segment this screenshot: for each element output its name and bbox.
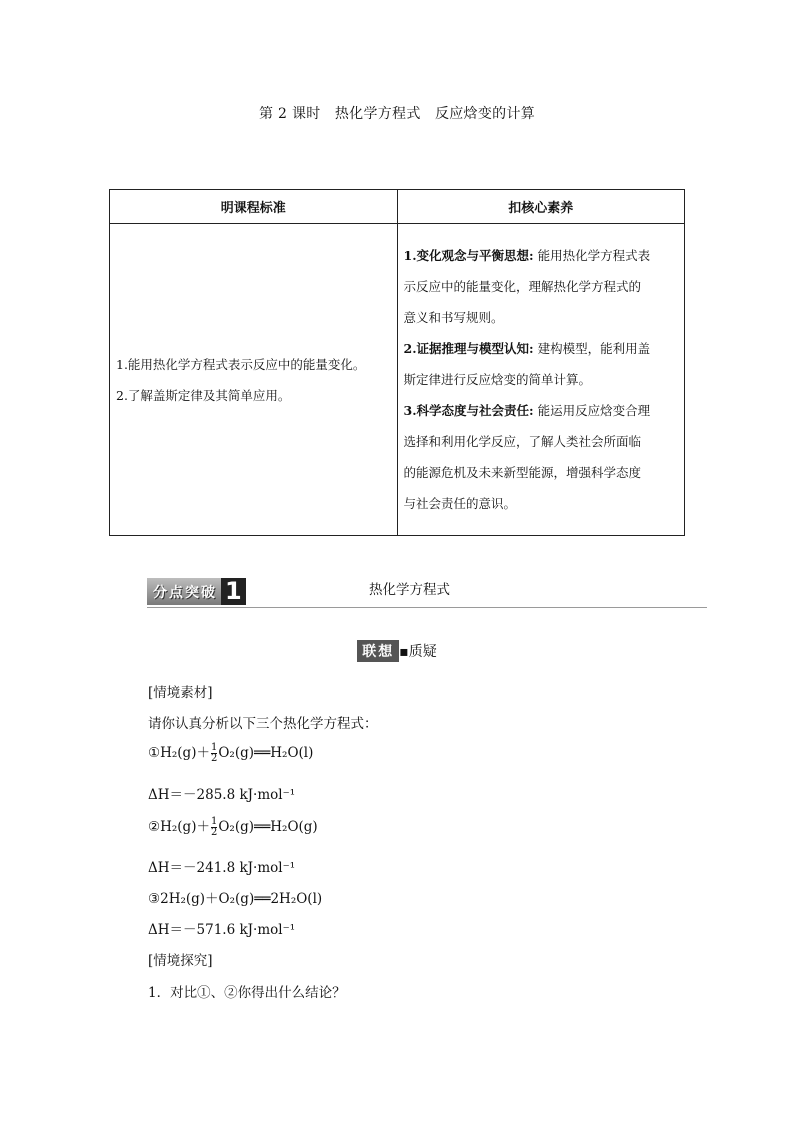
section-banner <box>147 578 707 608</box>
equation-2: ②H₂(g)＋ $\frac{1}{2}$ O₂(g)══H₂O(g) <box>148 816 318 838</box>
literacy-line: 1.变化观念与平衡思想: 能用热化学方程式表 <box>403 248 651 263</box>
section-badge-number: 1 <box>221 578 246 605</box>
section-badge-text: 分点突破 <box>153 584 217 601</box>
fraction-half: $\frac{1}{2}$ <box>210 816 218 838</box>
lianxiang-box: 联想 <box>357 640 399 662</box>
delta-h-3: ΔH＝－571.6 kJ·mol⁻¹ <box>148 922 296 938</box>
header-core-literacy: 扣核心素养 <box>397 190 685 224</box>
lianxiang-rest: ▪质疑 <box>399 644 437 660</box>
explore-heading: [情境探究] <box>148 953 213 969</box>
equation-1: ①H₂(g)＋ $\frac{1}{2}$ O₂(g)══H₂O(l) <box>148 742 314 764</box>
literacy-line: 示反应中的能量变化，理解热化学方程式的 <box>403 279 642 294</box>
standard-line: 1.能用热化学方程式表示反应中的能量变化。 <box>116 356 366 372</box>
material-heading: [情境素材] <box>148 685 213 701</box>
literacy-line: 斯定律进行反应焓变的简单计算。 <box>403 372 592 387</box>
literacy-line: 选择和利用化学反应，了解人类社会所面临 <box>403 434 642 449</box>
delta-h-1: ΔH＝－285.8 kJ·mol⁻¹ <box>148 787 296 803</box>
header-curriculum-standard: 明课程标准 <box>110 190 398 224</box>
literacy-line: 与社会责任的意识。 <box>403 496 517 511</box>
literacy-line: 2.证据推理与模型认知: 建构模型，能利用盖 <box>403 341 651 356</box>
core-literacy-cell <box>397 224 685 536</box>
delta-h-2: ΔH＝－241.8 kJ·mol⁻¹ <box>148 860 296 876</box>
literacy-line: 3.科学态度与社会责任: 能运用反应焓变合理 <box>403 403 651 418</box>
page-title: 第 2 课时 热化学方程式 反应焓变的计算 <box>258 106 536 122</box>
section-divider <box>147 607 707 608</box>
standards-table <box>109 189 685 536</box>
question-1: 1．对比①、②你得出什么结论？ <box>148 985 346 1001</box>
literacy-line: 意义和书写规则。 <box>403 310 504 325</box>
curriculum-standard-cell <box>110 224 398 536</box>
section-title: 热化学方程式 <box>369 582 450 598</box>
standard-line: 2.了解盖斯定律及其简单应用。 <box>116 387 291 403</box>
equation-3: ③2H₂(g)＋O₂(g)══2H₂O(l) <box>148 891 323 907</box>
section-badge <box>147 578 246 605</box>
literacy-line: 的能源危机及未来新型能源，增强科学态度 <box>403 465 642 480</box>
intro-text: 请你认真分析以下三个热化学方程式： <box>148 716 378 732</box>
fraction-half: $\frac{1}{2}$ <box>210 742 218 764</box>
lianxiang-heading <box>0 640 794 662</box>
